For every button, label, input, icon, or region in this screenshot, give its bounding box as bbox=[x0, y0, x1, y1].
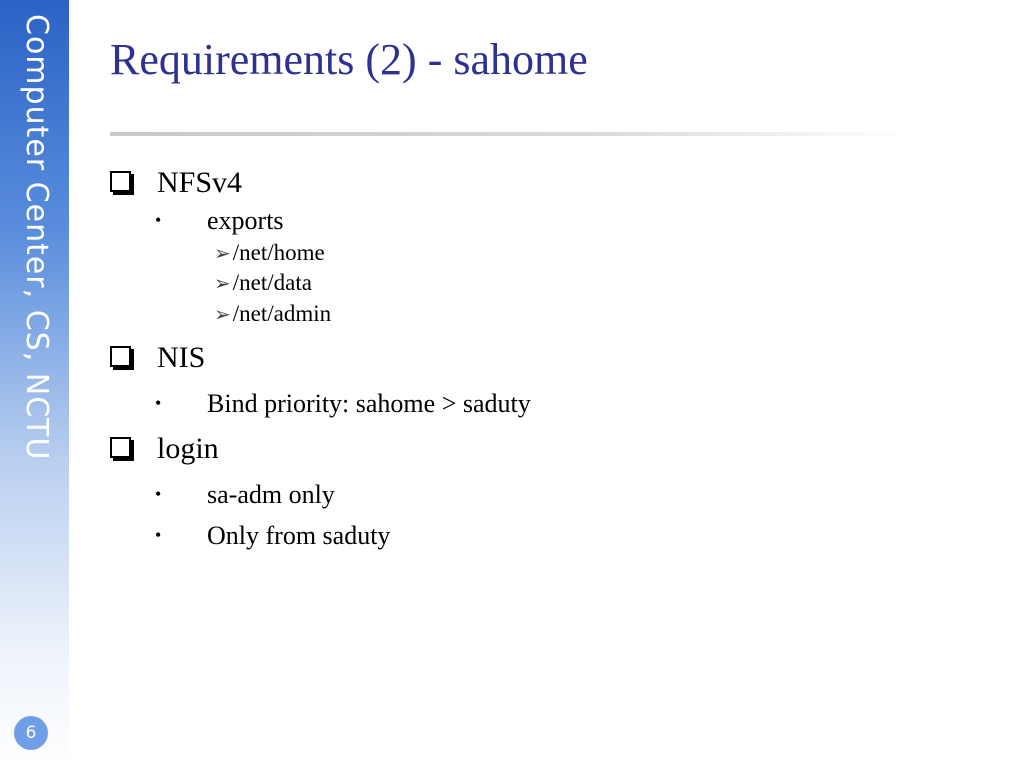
section-heading: login bbox=[110, 432, 219, 466]
section-heading: NIS bbox=[110, 341, 205, 375]
checkbox-bullet-icon bbox=[110, 437, 131, 458]
arrow-bullet-icon: ➢ bbox=[214, 243, 231, 265]
sidebar bbox=[0, 0, 69, 768]
list-item: • exports bbox=[155, 206, 284, 235]
bullet-icon: • bbox=[155, 524, 162, 545]
bullet-icon: • bbox=[155, 209, 162, 230]
checkbox-bullet-icon bbox=[110, 346, 131, 367]
slide-title: Requirements (2) - sahome bbox=[110, 35, 588, 84]
title-divider bbox=[110, 132, 910, 136]
list-item: • Bind priority: sahome > saduty bbox=[155, 389, 531, 418]
section-heading: NFSv4 bbox=[110, 166, 242, 200]
bullet-icon: • bbox=[155, 392, 162, 413]
arrow-bullet-icon: ➢ bbox=[214, 273, 231, 295]
list-item: • Only from saduty bbox=[155, 521, 391, 550]
page-number-badge: 6 bbox=[14, 716, 48, 750]
bullet-icon: • bbox=[155, 483, 162, 504]
sub-list-item: ➢/net/home bbox=[214, 240, 325, 265]
arrow-bullet-icon: ➢ bbox=[214, 304, 231, 326]
sidebar-label: Computer Center, CS, NCTU bbox=[19, 14, 54, 461]
checkbox-bullet-icon bbox=[110, 171, 131, 192]
list-item: • sa-adm only bbox=[155, 480, 335, 509]
sub-list-item: ➢/net/admin bbox=[214, 301, 332, 326]
sub-list-item: ➢/net/data bbox=[214, 270, 312, 295]
